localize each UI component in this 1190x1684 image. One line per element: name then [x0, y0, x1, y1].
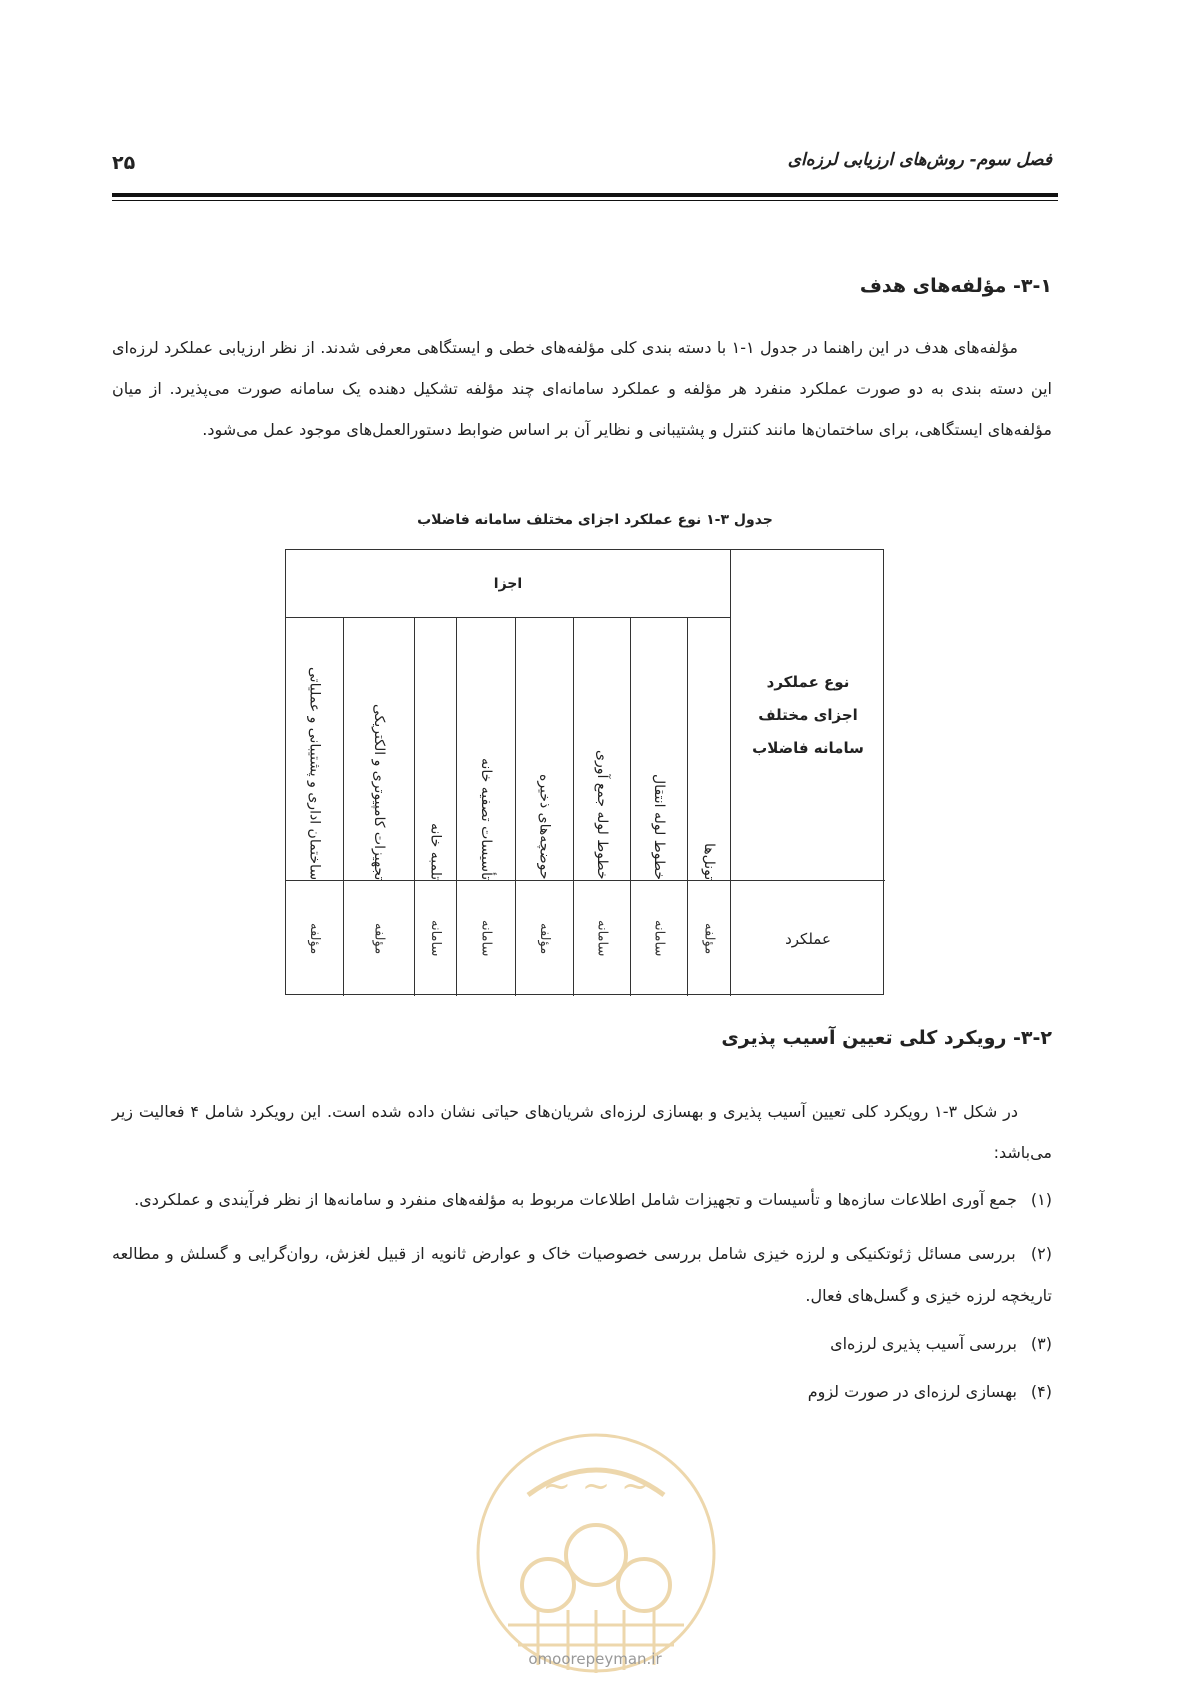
activity-list [112, 1179, 1052, 1413]
section-heading-1: ۳-۱- مؤلفه‌های هدف [859, 275, 1052, 297]
column-header: تلمبه خانه [427, 822, 444, 880]
list-item-number: (۴) [1030, 1382, 1052, 1401]
section-2-paragraph: در شکل ۳-۱ رویکرد کلی تعیین آسیب پذیری و بهسازی لرزه‌ای شریان‌های حیاتی نشان داده شده است. این رویکرد شامل ۴ فعالیت زیر می‌باشد: [112, 1102, 1052, 1162]
list-item-number: (۱) [1030, 1190, 1052, 1209]
column-header: خطوط لوله جمع آوری [594, 750, 610, 880]
column-header: حوضچه‌های ذخیره [536, 774, 553, 880]
table-cell: سامانه [478, 920, 494, 957]
table-cell: سامانه [594, 920, 610, 957]
performance-table [285, 549, 884, 995]
page-number: ۲۵ [112, 152, 136, 174]
row-header: نوع عملکرد اجزای مختلف سامانه فاضلاب [752, 672, 864, 757]
column-header: تجهیزات کامپیوتری و الکتریکی [371, 703, 387, 880]
list-item-text: بررسی مسائل ژئوتکنیکی و لرزه خیزی شامل بررسی خصوصیات خاک و عوارض ثانویه از قبیل لغزش، روان‌گرایی و گسلش و مطالعه تاریخچه لرزه خیزی و گسل‌های فعال. [112, 1244, 1052, 1305]
list-item [112, 1371, 1052, 1413]
stamp-logo-icon [468, 1425, 724, 1681]
column-header: تأسیسات تصفیه خانه [478, 757, 494, 880]
table-cell: مؤلفه [371, 922, 387, 955]
list-item-text: بررسی آسیب پذیری لرزه‌ای [830, 1334, 1017, 1353]
table-cell: مؤلفه [701, 922, 717, 955]
list-item-text: بهسازی لرزه‌ای در صورت لزوم [807, 1382, 1017, 1401]
group-header: اجزا [493, 575, 523, 592]
watermark-site: omoorepeyman.ir [528, 1650, 662, 1668]
section-1-paragraph: مؤلفه‌های هدف در این راهنما در جدول ۱-۱ با دسته بندی کلی مؤلفه‌های خطی و ایستگاهی معرفی شدند. از نظر ارزیابی عملکرد لرزه‌ای این دسته بندی به دو صورت عملکرد منفرد هر مؤلفه و عملکرد سامانه‌ای چند مؤلفه تشکیل دهنده یک سامانه صورت می‌پذیرد. از میان مؤلفه‌های ایستگاهی، برای ساختمان‌ها مانند کنترل و پشتیبانی و نظایر آن بر اساس ضوابط دستورالعمل‌های موجود عمل می‌شود. [112, 338, 1052, 439]
column-header: خطوط لوله انتقال [651, 773, 667, 880]
section-heading-2: ۳-۲- رویکرد کلی تعیین آسیب پذیری [721, 1027, 1052, 1049]
table-cell: سامانه [428, 920, 443, 957]
chapter-title: فصل سوم- روش‌های ارزیابی لرزه‌ای [787, 150, 1052, 170]
header-rule-thin [112, 200, 1058, 201]
table-cell: سامانه [651, 920, 667, 957]
svg-text:~ ~ ~: ~ ~ ~ [542, 1466, 650, 1506]
row-label: عملکرد [785, 929, 831, 948]
list-item-number: (۳) [1030, 1334, 1052, 1353]
header-rule-thick [112, 193, 1058, 197]
list-item [112, 1323, 1052, 1365]
column-header: ساختمان اداری و پشتیبانی و عملیاتی [306, 666, 323, 880]
table-cell: مؤلفه [537, 922, 552, 955]
list-item-number: (۲) [1030, 1244, 1052, 1263]
list-item [112, 1179, 1052, 1221]
table-cell: مؤلفه [307, 922, 322, 955]
column-header: تونل‌ها [701, 842, 717, 880]
table-caption: جدول ۳-۱ نوع عملکرد اجزای مختلف سامانه فاضلاب [417, 512, 773, 528]
list-item-text: جمع آوری اطلاعات سازه‌ها و تأسیسات و تجهیزات شامل اطلاعات مربوط به مؤلفه‌های منفرد و سامانه‌ها از نظر فرآیندی و عملکردی. [134, 1190, 1017, 1209]
list-item [112, 1233, 1052, 1317]
